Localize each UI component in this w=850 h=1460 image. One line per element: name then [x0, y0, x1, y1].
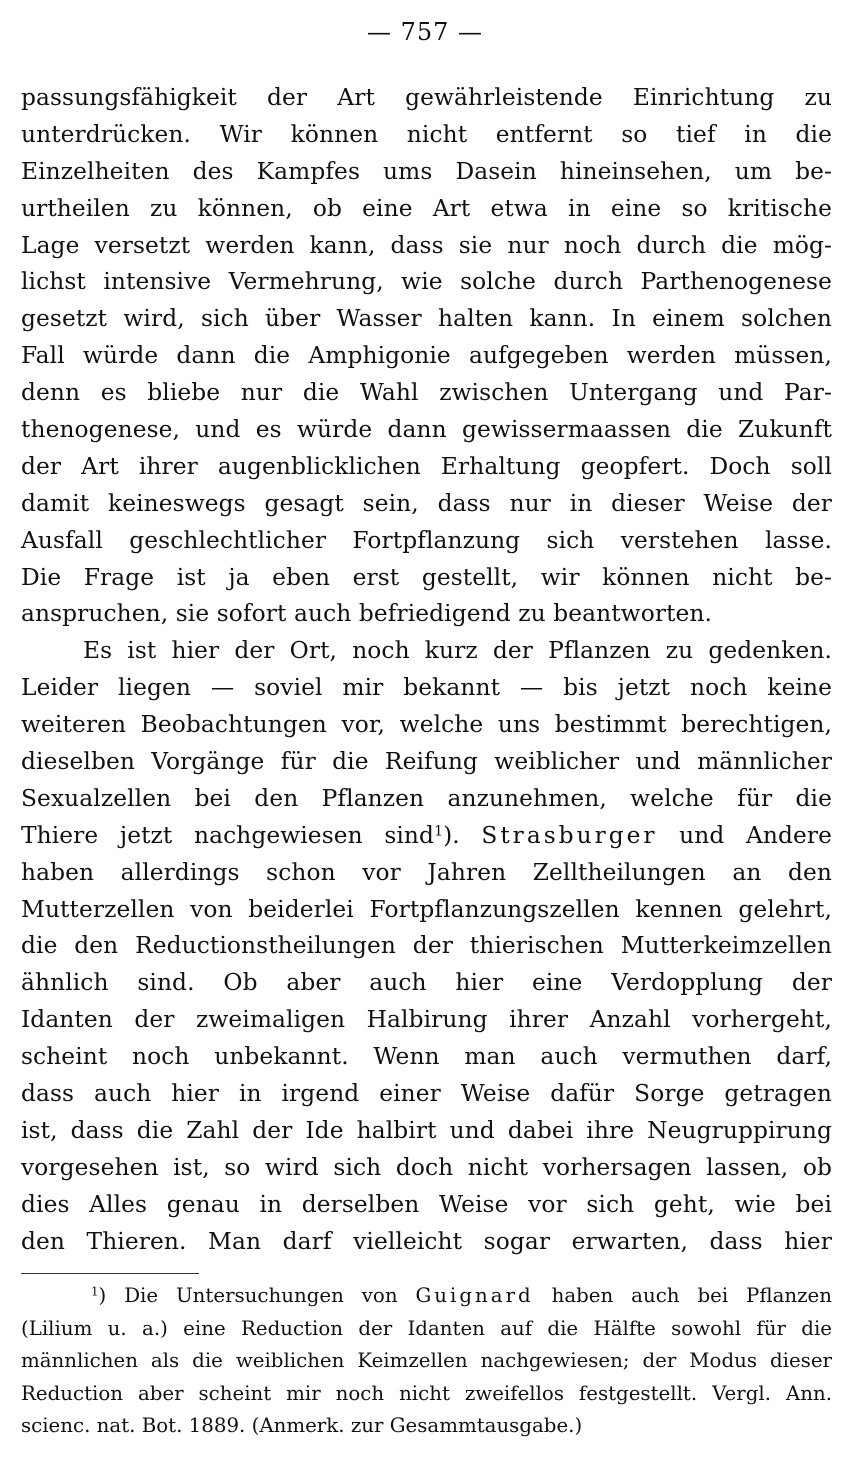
text-line: Die Frage ist ja eben erst gestellt, wir können nicht be- [21, 563, 832, 591]
text-line: die den Reductionstheilungen der thierischen Mutterkeimzellen [21, 932, 832, 960]
text-line: Einzelheiten des Kampfes ums Dasein hineinsehen, um be- [21, 157, 832, 185]
footnote-marker: 1 [91, 1284, 99, 1299]
text-segment: und Andere [679, 821, 833, 849]
footnote-ref[interactable]: 1 [434, 823, 444, 840]
text-segment: Thiere jetzt nachgewiesen sind [21, 821, 435, 849]
text-line: dies Alles genau in derselben Weise vor sich geht, wie bei [21, 1190, 832, 1218]
footnote-line: männlichen als die weiblichen Keimzellen nachgewiesen; der Modus dieser [21, 1349, 832, 1372]
text-line: urtheilen zu können, ob eine Art etwa in eine so kritische [21, 194, 832, 222]
text-line: anspruchen, sie sofort auch befriedigend zu beantworten. [21, 600, 713, 628]
text-line: haben allerdings schon vor Jahren Zelltheilungen an den [21, 858, 832, 886]
footnote [21, 1280, 832, 1443]
text-line: Ausfall geschlechtlicher Fortpflanzung sich verstehen lasse. [21, 526, 832, 554]
person-name: Strasburger [481, 821, 658, 849]
text-line: ist, dass die Zahl der Ide halbirt und dabei ihre Neugruppirung [21, 1116, 832, 1144]
text-line: dass auch hier in irgend einer Weise dafür Sorge getragen [21, 1080, 832, 1108]
text-line: der Art ihrer augenblicklichen Erhaltung geopfert. Doch soll [21, 452, 832, 480]
text-line: vorgesehen ist, so wird sich doch nicht vorhersagen lassen, ob [21, 1153, 832, 1181]
text-line: Mutterzellen von beiderlei Fortpflanzungszellen kennen gelehrt, [21, 895, 832, 923]
footnote-line: scienc. nat. Bot. 1889. (Anmerk. zur Gesammtausgabe.) [21, 1414, 583, 1437]
text-line: ähnlich sind. Ob aber auch hier eine Verdopplung der [21, 969, 832, 997]
text-line: Fall würde dann die Amphigonie aufgegeben werden müssen, [21, 342, 832, 370]
footnote-divider [21, 1273, 199, 1274]
text-line: unterdrücken. Wir können nicht entfernt so tief in die [21, 120, 832, 148]
text-line: damit keineswegs gesagt sein, dass nur in dieser Weise der [21, 489, 832, 517]
text-segment: haben auch bei Pflanzen [551, 1284, 832, 1307]
text-line: scheint noch unbekannt. Wenn man auch vermuthen darf, [21, 1043, 832, 1071]
page-number: — 757 — [366, 18, 484, 46]
person-name: Guignard [415, 1284, 534, 1307]
text-segment: ) [98, 1284, 107, 1307]
text-line: denn es bliebe nur die Wahl zwischen Untergang und Par- [21, 379, 832, 407]
text-line: weiteren Beobachtungen vor, welche uns bestimmt berechtigen, [21, 711, 832, 739]
text-line: Idanten der zweimaligen Halbirung ihrer Anzahl vorhergeht, [21, 1006, 832, 1034]
text-segment: Die Untersuchungen von [124, 1284, 398, 1307]
text-line: Lage versetzt werden kann, dass sie nur noch durch die mög- [21, 231, 832, 259]
body-text [21, 80, 832, 1261]
text-line: passungsfähigkeit der Art gewährleistende Einrichtung zu [21, 84, 832, 111]
text-line: Es ist hier der Ort, noch kurz der Pflanzen zu gedenken. [83, 637, 832, 665]
footnote-line: Reduction aber scheint mir noch nicht zweifellos festgestellt. Vergl. Ann. [21, 1381, 832, 1405]
text-line: Sexualzellen bei den Pflanzen anzunehmen, welche für die [21, 784, 832, 812]
footnote-line [21, 1280, 832, 1313]
text-line: gesetzt wird, sich über Wasser halten kann. In einem solchen [21, 305, 832, 333]
text-line-with-footnote-ref [21, 818, 832, 855]
footnote-line: (Lilium u. a.) eine Reduction der Idanten auf die Hälfte sowohl für die [21, 1316, 832, 1340]
text-line: Leider liegen — soviel mir bekannt — bis jetzt noch keine [21, 674, 832, 702]
text-line: den Thieren. Man darf vielleicht sogar erwarten, dass hier [21, 1227, 832, 1255]
text-line: thenogenese, und es würde dann gewissermaassen die Zukunft [21, 416, 832, 444]
text-line: lichst intensive Vermehrung, wie solche durch Parthenogenese [21, 268, 832, 296]
text-segment: ). [443, 821, 460, 849]
text-line: dieselben Vorgänge für die Reifung weiblicher und männlicher [21, 748, 832, 776]
